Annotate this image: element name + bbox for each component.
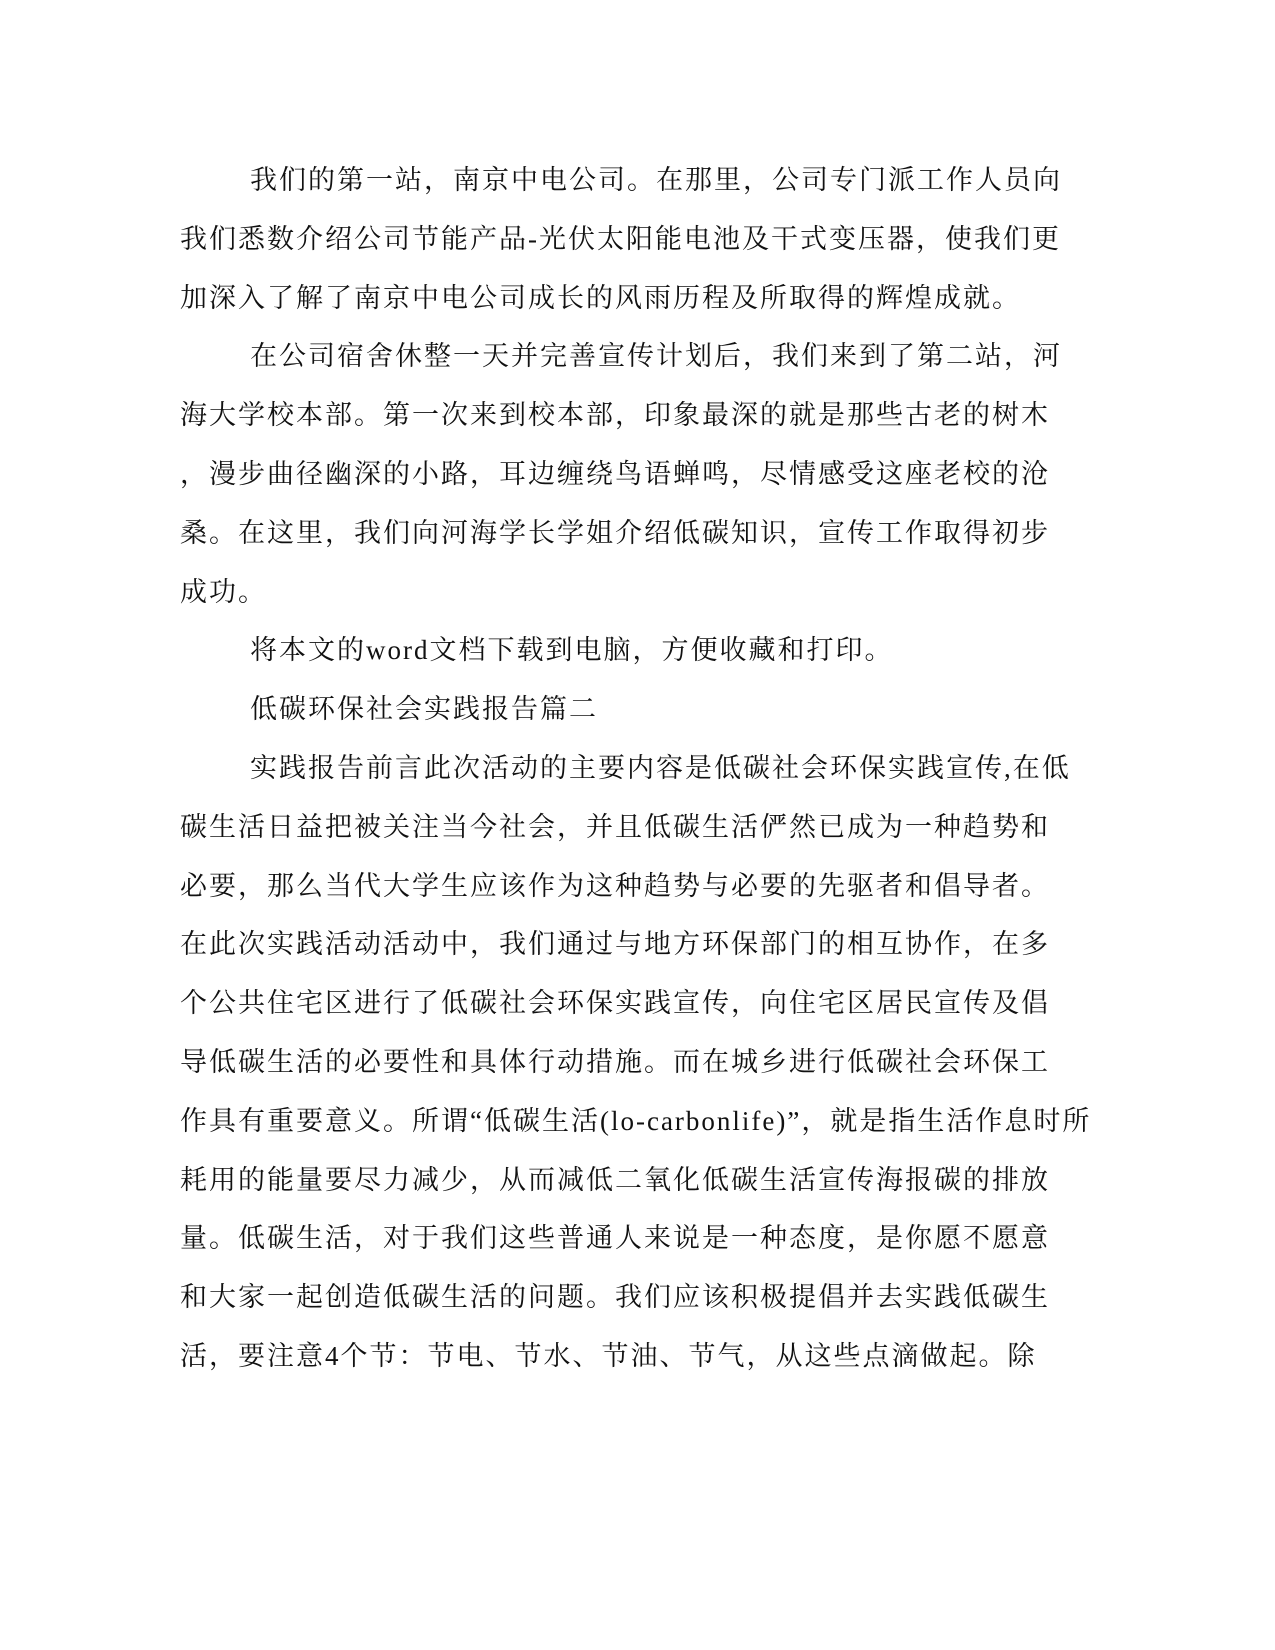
text-line: 导低碳生活的必要性和具体行动措施。而在城乡进行低碳社会环保工 xyxy=(180,1046,1050,1077)
text-line: 在此次实践活动活动中，我们通过与地方环保部门的相互协作，在多 xyxy=(180,929,1050,960)
text-line: 海大学校本部。第一次来到校本部，印象最深的就是那些古老的树木 xyxy=(180,400,1050,431)
text-line: 在公司宿舍休整一天并完善宣传计划后，我们来到了第二站，河 xyxy=(250,341,1062,372)
text-line: 我们悉数介绍公司节能产品-光伏太阳能电池及干式变压器，使我们更 xyxy=(180,223,1061,254)
text-line: ，漫步曲径幽深的小路，耳边缠绕鸟语蝉鸣，尽情感受这座老校的沧 xyxy=(180,458,1050,489)
text-line: 我们的第一站，南京中电公司。在那里，公司专门派工作人员向 xyxy=(250,165,1062,195)
text-line: 个公共住宅区进行了低碳社会环保实践宣传，向住宅区居民宣传及倡 xyxy=(180,988,1050,1019)
text-line: 和大家一起创造低碳生活的问题。我们应该积极提倡并去实践低碳生 xyxy=(180,1282,1050,1313)
text-line: 将本文的word文档下载到电脑，方便收藏和打印。 xyxy=(250,635,894,666)
text-line: 低碳环保社会实践报告篇二 xyxy=(250,694,598,725)
text-line: 碳生活日益把被关注当今社会，并且低碳生活俨然已成为一种趋势和 xyxy=(180,811,1050,842)
document-body xyxy=(180,151,1092,1386)
text-line: 加深入了解了南京中电公司成长的风雨历程及所取得的辉煌成就。 xyxy=(180,282,1021,313)
text-line: 桑。在这里，我们向河海学长学姐介绍低碳知识，宣传工作取得初步 xyxy=(180,517,1050,548)
text-line: 耗用的能量要尽力减少，从而减低二氧化低碳生活宣传海报碳的排放 xyxy=(180,1164,1050,1195)
text-line: 必要，那么当代大学生应该作为这种趋势与必要的先驱者和倡导者。 xyxy=(180,870,1050,901)
text-line: 活，要注意4个节：节电、节水、节油、节气，从这些点滴做起。除 xyxy=(180,1340,1037,1371)
text-line: 作具有重要意义。所谓“低碳生活(lo-carbonlife)”，就是指生活作息时所 xyxy=(180,1105,1092,1136)
text-line: 实践报告前言此次活动的主要内容是低碳社会环保实践宣传,在低 xyxy=(250,752,1071,783)
text-line: 量。低碳生活，对于我们这些普通人来说是一种态度，是你愿不愿意 xyxy=(180,1223,1050,1254)
text-line: 成功。 xyxy=(180,576,267,607)
